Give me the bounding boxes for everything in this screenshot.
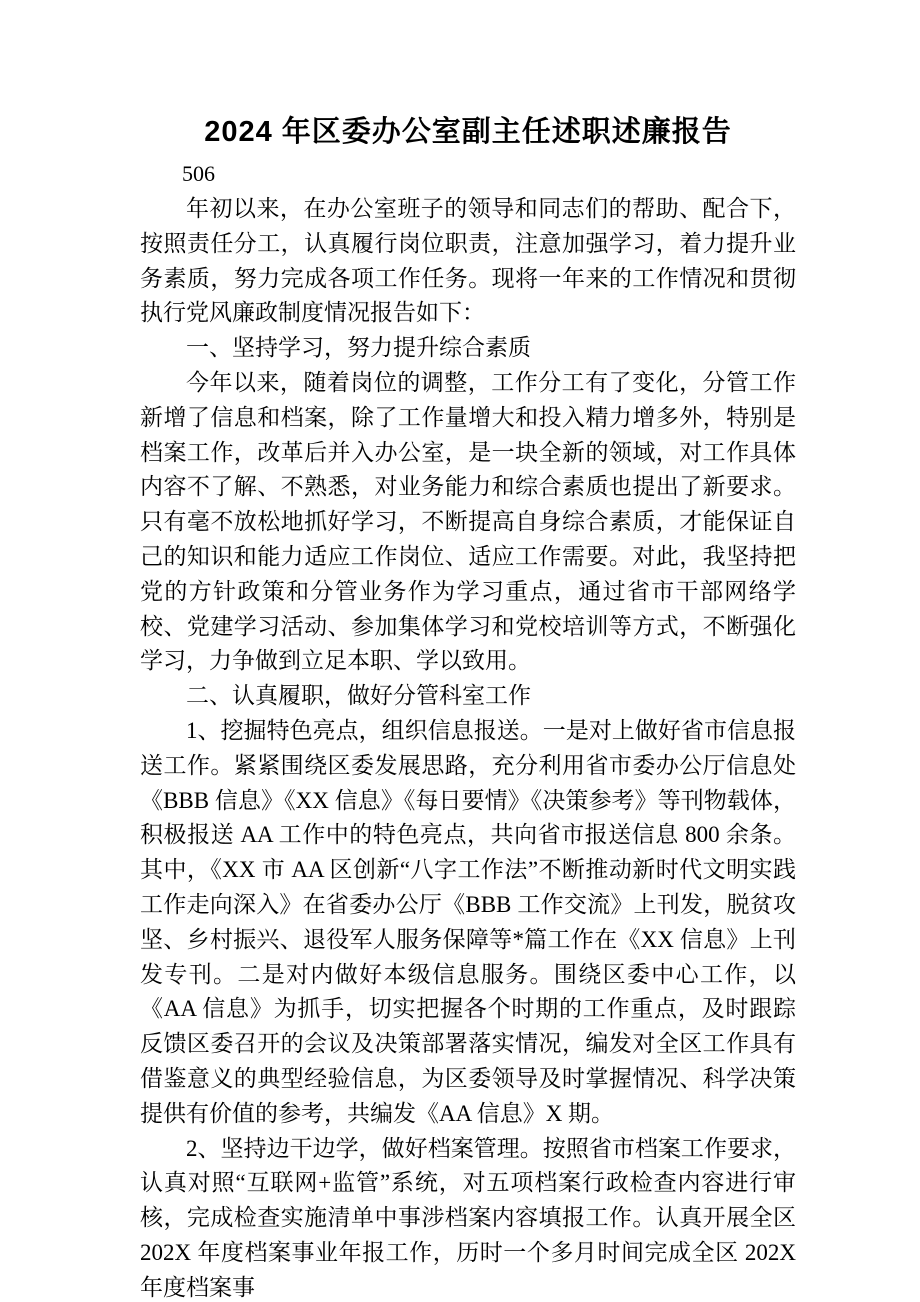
paragraph: 二、认真履职，做好分管科室工作	[186, 683, 531, 709]
paragraph: 一、坚持学习，努力提升综合素质	[186, 335, 531, 361]
document-content	[140, 0, 796, 1302]
paragraph: 2、坚持边干边学，做好档案管理。按照省市档案工作要求，认真对照“互联网+监管”系统，对五项档案行政检查内容进行审核，完成检查实施清单中事涉档案内容填报工作。认真开展全区 202X 年度档案事业年报工作，历时一个多月时间完成全区 202X 年度档案事	[140, 1135, 796, 1300]
paragraph: 今年以来，随着岗位的调整，工作分工有了变化，分管工作新增了信息和档案，除了工作量增大和投入精力增多外，特别是档案工作，改革后并入办公室，是一块全新的领域，对工作具体内容不了解、不熟悉，对业务能力和综合素质也提出了新要求。只有毫不放松地抓好学习，不断提高自身综合素质，才能保证自己的知识和能力适应工作岗位、适应工作需要。对此，我坚持把党的方针政策和分管业务作为学习重点，通过省市干部网络学校、党建学习活动、参加集体学习和党校培训等方式，不断强化学习，力争做到立足本职、学以致用。	[140, 369, 796, 674]
document-body	[140, 192, 796, 1302]
document-title: 2024 年区委办公室副主任述职述廉报告	[204, 116, 732, 148]
document-number: 506	[182, 161, 215, 186]
paragraph: 1、挖掘特色亮点，组织信息报送。一是对上做好省市信息报送工作。紧紧围绕区委发展思路，充分利用省市委办公厅信息处《BBB 信息》《XX 信息》《每日要情》《决策参考》等刊物载体，积极报送 AA 工作中的特色亮点，共向省市报送信息 800 余条。其中，《XX 市 AA 区创新“八字工作法”不断推动新时代文明实践工作走向深入》在省委办公厅《BBB 工作交流》上刊发，脱贫攻坚、乡村振兴、退役军人服务保障等*篇工作在《XX 信息》上刊发专刊。二是对内做好本级信息服务。围绕区委中心工作，以《AA 信息》为抓手，切实把握各个时期的工作重点，及时跟踪反馈区委召开的会议及决策部署落实情况，编发对全区工作具有借鉴意义的典型经验信息，为区委领导及时掌握情况、科学决策提供有价值的参考，共编发《AA 信息》X 期。	[140, 717, 796, 1126]
paragraph: 年初以来，在办公室班子的领导和同志们的帮助、配合下，按照责任分工，认真履行岗位职责，注意加强学习，着力提升业务素质，努力完成各项工作任务。现将一年来的工作情况和贯彻执行党风廉政制度情况报告如下：	[140, 196, 796, 326]
